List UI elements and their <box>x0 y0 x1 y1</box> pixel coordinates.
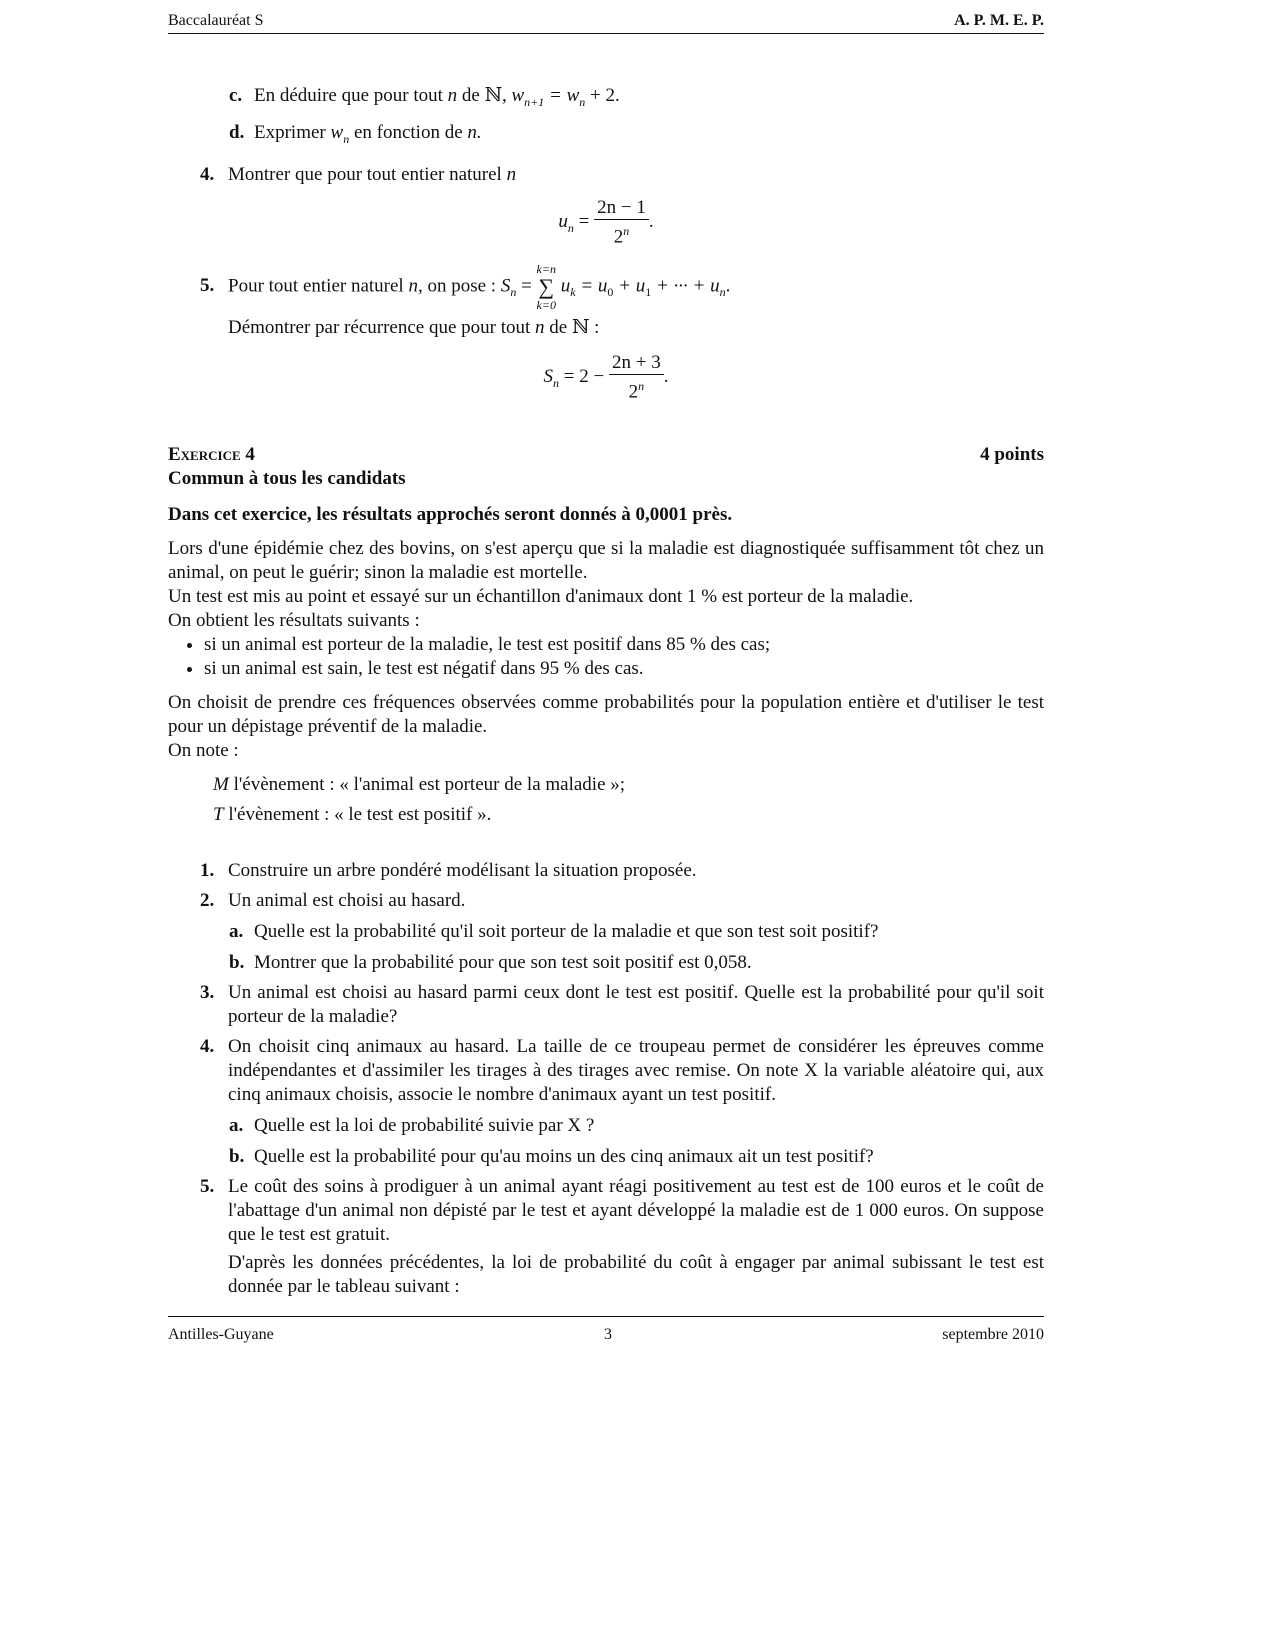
question-5-ex: 5. Le coût des soins à prodiguer à un animal ayant réagi positivement au test est de 100 euros et le coût de l'abattage d'un animal non dépisté par le test et ayant développé la maladie est de 1 000 euros. On suppose que le test est gratuit. <box>200 1176 1044 1246</box>
question-5-line2: Démontrer par récurrence que pour tout n de ℕ : <box>228 316 600 338</box>
question-2b: b. Montrer que la probabilité pour que son test soit positif est 0,058. <box>229 952 752 974</box>
question-4: 4. Montrer que pour tout entier naturel n <box>200 163 517 185</box>
question-5: 5. Pour tout entier naturel n, on pose : $S_n$ = k=n ∑ k=0 $u_k = u_0 + u_1$ + ··· + $u_n$. <box>200 261 731 312</box>
intro-paragraph: Lors d'une épidémie chez des bovins, on s'est aperçu que si la maladie est diagnostiquée suffisamment tôt chez un animal, on peut le guérir; sinon la maladie est mortelle. Un test est mis au point et essayé sur un échantillon d'animaux dont 1 % est porteur de la maladie. On obtient les résultats suivants : • si un animal est porteur de la maladie, le test est positif dans 85 % des cas; • si un animal est sain, le test est négatif dans 95 % des cas. <box>168 537 1044 681</box>
bullet-item: • si un animal est porteur de la maladie, le test est positif dans 85 % des cas; <box>204 633 1044 657</box>
item-3d: d. Exprimer $w_n$ en fonction de n. <box>229 121 482 146</box>
question-4-ex: 4. On choisit cinq animaux au hasard. La taille de ce troupeau permet de considérer les épreuves comme indépendantes et d'assimiler les tirages à des tirages avec remise. On note X la variable aléatoire qui, aux cinq animaux choisis, associe le nombre d'animaux ayant un test positif. <box>200 1036 1044 1106</box>
formula-sn: $S_n = 2$ − $\frac{2n + 3}{2^n}$ . <box>543 351 669 403</box>
page-header <box>168 12 1044 30</box>
formula-un: $u_n$ = $\frac{2n - 1}{2^n}$ . <box>558 196 654 247</box>
question-5-continuation: D'après les données précédentes, la loi de probabilité du coût à engager par animal subissant le test est donnée par le tableau suivant : <box>228 1252 1044 1298</box>
item-3c: c. En déduire que pour tout n de ℕ, $w_{n+1} = w_n + 2$. <box>229 85 620 109</box>
header-rule <box>168 33 1044 34</box>
event-T: T l'évènement : « le test est positif ». <box>213 804 492 826</box>
footer-rule <box>168 1316 1044 1317</box>
question-1: 1. Construire un arbre pondéré modélisant la situation proposée. <box>200 860 697 882</box>
exercise-heading <box>168 443 1044 467</box>
footer-left: Antilles-Guyane <box>168 1326 274 1343</box>
question-4b: b. Quelle est la probabilité pour qu'au moins un des cinq animaux ait un test positif? <box>229 1146 874 1168</box>
bullet-item: • si un animal est sain, le test est négatif dans 95 % des cas. <box>204 657 1044 681</box>
page-footer <box>168 1326 1044 1344</box>
header-right: A. P. M. E. P. <box>954 12 1044 29</box>
question-4a: a. Quelle est la loi de probabilité suivie par X ? <box>229 1115 595 1137</box>
question-2: 2. Un animal est choisi au hasard. <box>200 890 466 912</box>
exercise-title: Exercice 4 <box>168 444 255 466</box>
question-2a: a. Quelle est la probabilité qu'il soit porteur de la maladie et que son test soit positif? <box>229 921 879 943</box>
footer-right: septembre 2010 <box>942 1326 1044 1343</box>
question-3: 3. Un animal est choisi au hasard parmi ceux dont le test est positif. Quelle est la probabilité pour qu'il soit porteur de la maladie? <box>200 982 1044 1028</box>
event-M: M l'évènement : « l'animal est porteur de la maladie »; <box>213 774 626 796</box>
paragraph-2: On choisit de prendre ces fréquences observées comme probabilités pour la population entière et d'utiliser le test pour un dépistage préventif de la maladie. On note : <box>168 692 1044 762</box>
exercise-points: 4 points <box>980 444 1044 466</box>
header-left: Baccalauréat S <box>168 12 264 29</box>
exercise-subtitle: Commun à tous les candidats <box>168 468 406 490</box>
precision-note: Dans cet exercice, les résultats approchés seront donnés à 0,0001 près. <box>168 504 733 526</box>
page-number: 3 <box>604 1326 612 1343</box>
